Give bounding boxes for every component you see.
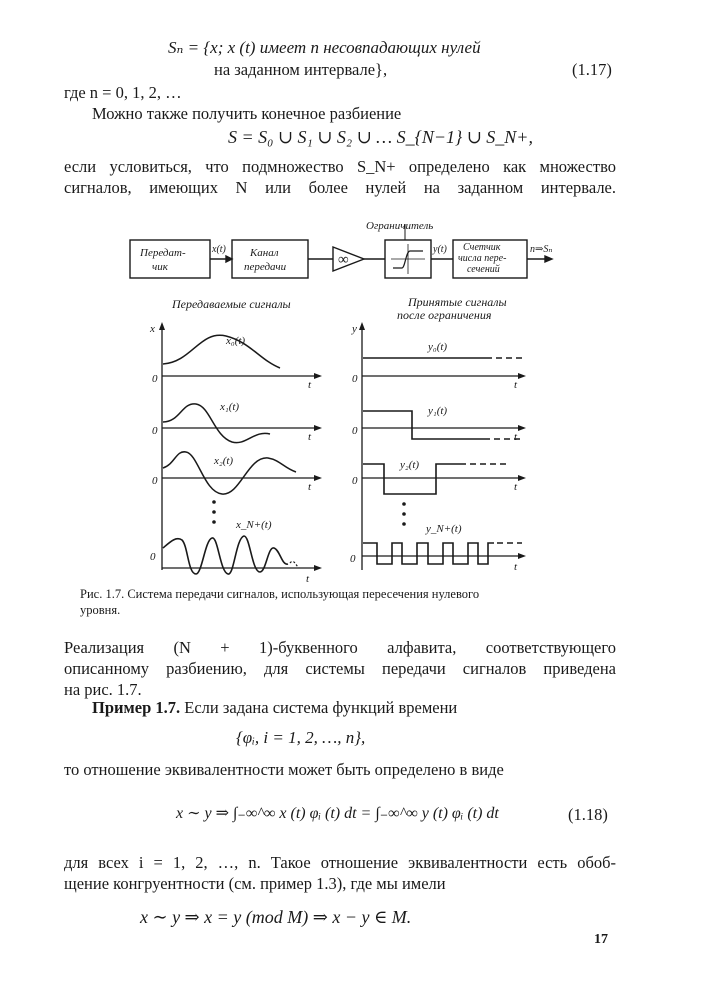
signal-output: n⇒Sₙ — [530, 244, 553, 255]
right-t-3: t — [514, 561, 518, 573]
label-x1: x₁(t) — [220, 401, 240, 413]
example-1-7 — [92, 698, 457, 718]
label-x2: x₂(t) — [214, 455, 234, 467]
right-column-title-2: после ограничения — [397, 308, 492, 322]
channel-label-1: Канал — [250, 247, 279, 259]
figure-caption-line1: Рис. 1.7. Система передачи сигналов, использующая пересечения нулевого — [80, 587, 480, 601]
example-label: Пример 1.7. — [92, 698, 181, 717]
left-t-2: t — [308, 481, 312, 493]
transmitter-label-1: Передат- — [140, 247, 186, 259]
paragraph-realization-line1: Реализация (N + 1)-буквенного алфавита, соответствующего — [64, 638, 616, 657]
label-y1: y₁(t) — [428, 405, 448, 417]
right-t-1: t — [514, 431, 518, 443]
paragraph-subset-line2: сигналов, имеющих N или более нулей на заданном интервале. — [64, 178, 616, 197]
right-column-title-1: Принятые сигналы — [408, 295, 507, 309]
counter-label-3: сечений — [467, 264, 500, 275]
right-zero-0: 0 — [352, 373, 358, 385]
paragraph-partition: Можно также получить конечное разбиение — [92, 104, 402, 123]
paragraph-realization-line2: описанному разбиению, для системы передачи сигналов приведена — [64, 659, 616, 678]
right-zero-1: 0 — [352, 425, 358, 437]
left-zero-2: 0 — [152, 475, 158, 487]
eq-1-18-number: (1.18) — [568, 805, 608, 824]
right-t-0: t — [514, 379, 518, 391]
right-zero-2: 0 — [352, 475, 358, 487]
left-t-0: t — [308, 379, 312, 391]
counter-label-2: числа пере- — [458, 253, 507, 264]
left-t-1: t — [308, 431, 312, 443]
paragraph-conclusion-line1: для всех i = 1, 2, …, n. Такое отношение эквивалентности есть обоб- — [64, 853, 616, 872]
left-zero-3: 0 — [150, 551, 156, 563]
left-zero-0: 0 — [152, 373, 158, 385]
eq-1-17-line1: Sₙ = {x; x (t) имеет n несовпадающих нулей — [168, 38, 481, 57]
transmitter-block — [130, 240, 210, 278]
channel-label-2: передачи — [244, 261, 287, 273]
limiter-label: Ограничитель — [366, 220, 434, 232]
counter-label-1: Счетчик — [463, 242, 501, 253]
right-t-2: t — [514, 481, 518, 493]
signal-xt: x(t) — [212, 244, 226, 255]
right-axis-y-label: y — [352, 323, 357, 335]
eq-mod: x ∼ y ⇒ x = y (mod M) ⇒ x − y ∈ M. — [140, 907, 412, 927]
label-yn: y_N+(t) — [426, 523, 462, 535]
eq-1-17-number: (1.17) — [572, 60, 612, 79]
left-column-title: Передаваемые сигналы — [172, 297, 291, 311]
amplifier-infinity: ∞ — [338, 252, 349, 268]
eq-phi-set: {φᵢ, i = 1, 2, …, n}, — [236, 728, 366, 747]
paragraph-conclusion-line2: щение конгруентности (см. пример 1.3), где мы имели — [64, 874, 446, 893]
right-zero-3: 0 — [350, 553, 356, 565]
label-x0: x₀(t) — [226, 335, 246, 347]
label-y2: y₂(t) — [400, 459, 420, 471]
eq-partition: S = S₀ ∪ S₁ ∪ S₂ ∪ … S_{N−1} ∪ S_N+, — [228, 127, 533, 147]
paragraph-subset-line1: если условиться, что подмножество S_N+ определено как множество — [64, 157, 616, 176]
label-y0: y₀(t) — [428, 341, 448, 353]
signal-yt: y(t) — [433, 244, 447, 255]
left-t-3: t — [306, 573, 310, 585]
paragraph-equivalence: то отношение эквивалентности может быть определено в виде — [64, 760, 504, 779]
where-n-text: где n = 0, 1, 2, … — [64, 83, 182, 102]
figure-1-7 — [0, 210, 727, 590]
left-axis-x-label: x — [150, 323, 155, 335]
figure-caption-line2: уровня. — [80, 603, 121, 617]
label-xn: x_N+(t) — [236, 519, 272, 531]
eq-1-18: x ∼ y ⇒ ∫₋∞^∞ x (t) φᵢ (t) dt = ∫₋∞^∞ y (t) φᵢ (t) dt — [176, 805, 499, 822]
example-text: Если задана система функций времени — [184, 698, 458, 717]
transmitter-label-2: чик — [152, 261, 168, 273]
eq-1-17-line2: на заданном интервале}, — [214, 60, 388, 79]
paragraph-realization-line3: на рис. 1.7. — [64, 680, 142, 699]
page-number: 17 — [594, 932, 608, 947]
left-zero-1: 0 — [152, 425, 158, 437]
